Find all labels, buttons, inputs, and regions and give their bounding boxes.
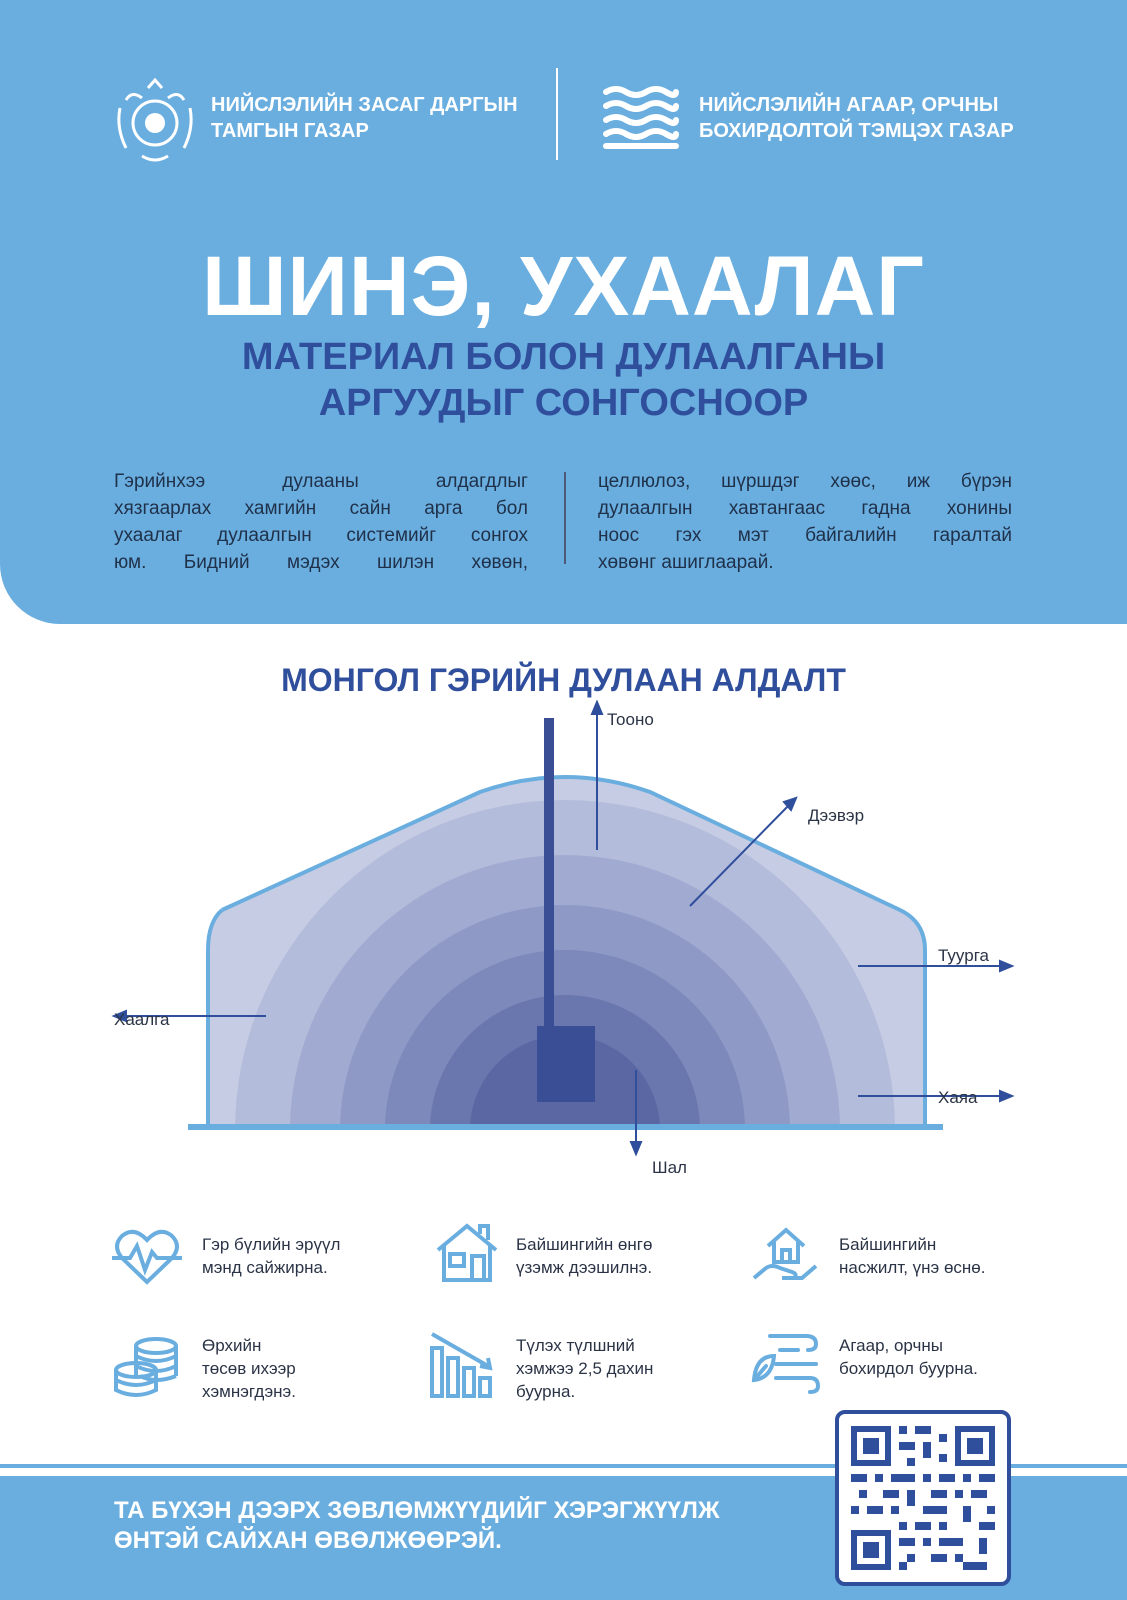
benefit-air: Агаар, орчны бохирдол буурна.: [839, 1336, 978, 1378]
qr-code-icon: [839, 1414, 1007, 1582]
coins-icon: [112, 1336, 180, 1398]
intro-right: целлюлоз, шүршдэг хөөс, иж бүрэн дулаалгын хавтангаас гадна хонины ноос гэх мэт байгалийн гаралтай хөвөнг ашиглаарай.: [598, 471, 1012, 573]
benefit-value: Байшингийн насжилт, үнэ өснө.: [839, 1235, 986, 1277]
hand-house-icon: [752, 1222, 820, 1290]
benefit-budget: Өрхийн төсөв ихээр хэмнэгдэнэ.: [202, 1336, 296, 1401]
benefit-health: Гэр бүлийн эрүүл мэнд сайжирна.: [202, 1235, 341, 1277]
intro-left: Гэрийнхээ дулааны алдагдлыг хязгаарлах хамгийн сайн арга бол ухаалаг дулаалгын системийг сонгох юм. Бидний мэдэх шилэн хөвөн,: [114, 471, 528, 573]
label-toono: Тооно: [607, 710, 654, 729]
benefit-fuel: Түлэх түлшний хэмжээ 2,5 дахин буурна.: [516, 1336, 654, 1401]
benefit-appearance: Байшингийн өнгө үзэмж дээшилнэ.: [516, 1235, 653, 1277]
org-left-name: НИЙСЛЭЛИЙН ЗАСАГ ДАРГЫН ТАМГЫН ГАЗАР: [211, 94, 518, 142]
diagram-title: МОНГОЛ ГЭРИЙН ДУЛААН АЛДАЛТ: [281, 662, 846, 698]
ger-heat-loss-diagram: [0, 700, 1127, 1180]
state-emblem-icon: [112, 78, 198, 164]
qr-code[interactable]: [835, 1410, 1011, 1586]
intro-divider: [564, 472, 566, 564]
wind-leaf-icon: [750, 1330, 822, 1396]
waves-logo-icon: [603, 86, 679, 150]
org-right-name: НИЙСЛЭЛИЙН АГААР, ОРЧНЫ БОХИРДОЛТОЙ ТЭМЦЭХ ГАЗАР: [699, 94, 1014, 142]
page-subtitle: МАТЕРИАЛ БОЛОН ДУЛААЛГАНЫ АРГУУДЫГ СОНГОСНООР: [241, 336, 886, 424]
house-icon: [434, 1222, 500, 1284]
bar-chart-down-icon: [428, 1330, 498, 1400]
page-title: ШИНЭ, УХААЛАГ: [202, 239, 925, 333]
footer-message: ТА БҮХЭН ДЭЭРХ ЗӨВЛӨМЖҮҮДИЙГ ХЭРЭГЖҮҮЛЖ ӨНТЭЙ САЙХАН ӨВӨЛЖӨӨРЭЙ.: [114, 1497, 720, 1554]
heart-pulse-icon: [110, 1228, 184, 1288]
label-haya: Хаяа: [938, 1088, 978, 1107]
label-tuurga: Туурга: [938, 946, 989, 965]
label-shal: Шал: [652, 1158, 687, 1177]
label-deever: Дээвэр: [808, 806, 865, 825]
label-haalga: Хаалга: [114, 1010, 170, 1029]
header-divider: [556, 68, 558, 160]
